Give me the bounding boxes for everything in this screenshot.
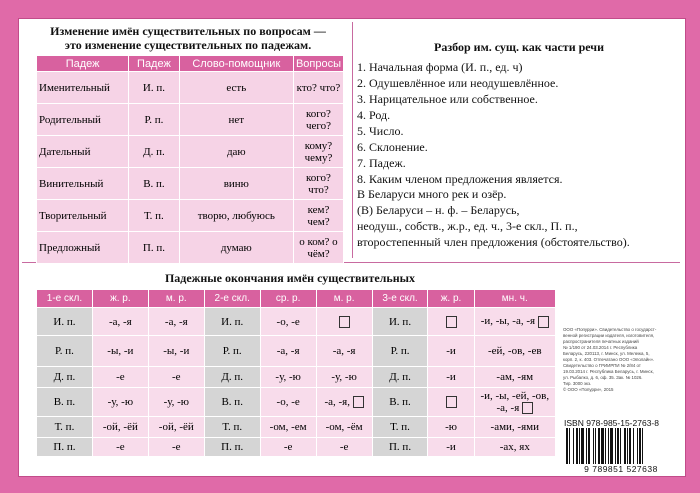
table-cell [148,388,204,417]
table-cell [316,388,372,417]
table-cell: Дательный [37,136,129,168]
publisher-line: 19.03.2014 г. Республика Беларусь, г. Минск, [563,369,654,374]
cases-title: Изменение имён существительных по вопросам — это изменение существительных по падежам. [50,24,326,52]
table-cell [428,367,474,388]
barcode-bar [601,428,604,464]
table-cell [428,336,474,367]
header-cell: 2-е скл. [204,290,260,308]
table-cell [148,308,204,336]
table-cell [260,367,316,388]
cell-text: -и [446,371,456,383]
cell-text: -ами, -ями [490,421,539,433]
barcode-bar [624,428,626,464]
table-cell [474,388,555,417]
cell-text: -е [172,371,181,383]
table-cell: нет [179,104,293,136]
cell-text: -е [116,441,125,453]
cell-text: Т. п. [222,421,243,433]
header-cell: м. р. [148,290,204,308]
cases-table [36,55,344,264]
publisher-line: Тир. 3000 экз. [563,381,592,386]
table-cell [372,336,428,367]
table-row [37,136,344,168]
publisher-line: венной регистрации издателя, изготовителя, [563,333,655,338]
table-cell [37,336,93,367]
table-cell [92,417,148,438]
barcode-icon [564,428,678,464]
parse-title: Разбор им. сущ. как части речи [434,40,604,54]
cell-text: -ом, -ем [269,421,307,433]
table-cell [260,388,316,417]
publisher-line: корп. 2, к. 403. Отпечатано ООО «Эполайн». [563,357,655,362]
publisher-line: © ООО «Попурри», 2015 [563,387,614,392]
cell-text: -о, -е [276,315,300,328]
cell-text: Т. п. [390,421,410,433]
cell-text: -а, -я, [324,395,350,408]
cell-text: -ах, ях [499,441,530,453]
cell-text: -е [283,441,293,453]
table-cell: В. п. [129,168,179,200]
table-cell [37,367,93,388]
vertical-divider [352,22,353,258]
table-cell [316,336,372,367]
cell-text: -ом, -ём [325,421,363,433]
cell-text: -ой, -ёй [102,421,138,433]
isbn: ISBN 978-985-15-2763-8 [564,418,659,428]
list-item: 5. Число. [357,124,404,138]
example-line: (В) Беларуси – н. ф. – Беларусь, [357,203,520,217]
barcode-bar [627,428,628,464]
header-cell: ср. р. [260,290,316,308]
table-cell [148,367,204,388]
table-cell [474,336,555,367]
parse-example [357,186,677,250]
barcode-number: 9 789851 527638 [584,464,658,474]
endings-title: Падежные окончания имён существительных [164,271,416,285]
header-cell: 3-е скл. [372,290,428,308]
table-row [37,438,556,457]
table-cell: Предложный [37,232,129,264]
cell-text: -ю [445,421,457,433]
cell-text: Д. п. [221,371,244,383]
table-cell: кого? что? [293,168,343,200]
cell-text: И. п. [388,315,412,328]
table-cell [148,336,204,367]
empty-ending-icon [353,396,364,408]
table-cell: кому? чему? [293,136,343,168]
table-cell [428,417,474,438]
barcode-bar [569,428,570,464]
barcode-bar [608,428,609,464]
cell-text: В. п. [221,396,243,408]
cell-text: -у, -ю [107,396,134,408]
table-cell: кто? что? [293,72,343,104]
header-cell: мн. ч. [474,290,555,308]
example-line: второстепенный член предложения (обстоятельство). [357,235,630,249]
table-cell [92,388,148,417]
table-cell [148,438,204,457]
barcode-bar [581,428,584,464]
cell-text: Р. п. [55,345,74,357]
table-cell [428,308,474,336]
publisher-line: ул. Рыбалко, д. 6, оф. 35. Зак. № 1026. [563,375,643,380]
list-item: 8. Каким членом предложения является. [357,172,563,186]
cell-text: Д. п. [53,371,76,383]
list-item: 6. Склонение. [357,140,428,154]
cell-text: Р. п. [222,345,242,357]
cell-text: -и, -ы, -а, -я [480,315,536,328]
cell-text: П. п. [221,441,244,453]
table-cell [37,388,93,417]
table-cell: кого? чего? [293,104,343,136]
table-cell [260,308,316,336]
table-cell [260,417,316,438]
cell-text: -а, -я [164,315,188,328]
table-cell [316,308,372,336]
empty-ending-icon [538,316,549,328]
publisher-line: Беларусь, 220113, г. Минск, ул. Мележа, 5, [563,351,650,356]
list-item: 4. Род. [357,108,391,122]
table-cell [372,438,428,457]
table-cell: П. п. [129,232,179,264]
table-cell [204,417,260,438]
empty-ending-icon [446,316,457,328]
cell-text: Т. п. [54,421,75,433]
cell-text: -у, -ю [163,396,190,408]
example-sentence: В Беларуси много рек и озёр. [357,187,507,201]
table-cell [372,308,428,336]
barcode-bar [573,428,574,464]
table-cell: Винительный [37,168,129,200]
publisher-line: № 1/190 от 24.03.2014 г. Республика [563,345,638,350]
header-cell: Падеж [37,56,129,72]
barcode-bar [639,428,641,464]
table-cell [148,417,204,438]
table-cell [428,438,474,457]
table-cell [474,438,555,457]
table-cell: думаю [179,232,293,264]
barcode-bar [637,428,638,464]
table-cell [37,308,93,336]
barcode-bar [566,428,568,464]
table-cell [428,388,474,417]
table-cell: есть [179,72,293,104]
cell-text: -е [172,441,181,453]
table-cell [92,308,148,336]
table-row [37,388,556,417]
table-cell [37,438,93,457]
table-cell: Родительный [37,104,129,136]
table-cell [316,367,372,388]
table-cell: творю, любуюсь [179,200,293,232]
table-row [37,168,344,200]
publisher-line: Свидетельство о ГРИИРПИ № 2/84 от [563,363,641,368]
table-cell [92,367,148,388]
cell-text: П. п. [53,441,76,453]
table-cell: Творительный [37,200,129,232]
cell-text: Д. п. [389,371,411,383]
cell-text: -и [446,441,456,453]
table-cell [92,336,148,367]
table-cell [316,438,372,457]
cell-text: -и [446,345,456,357]
barcode-bar [593,428,594,464]
table-cell: Именительный [37,72,129,104]
parse-steps-list [357,59,562,187]
barcode-bar [633,428,634,464]
barcode-bar [617,428,619,464]
table-cell [204,308,260,336]
table-cell [204,367,260,388]
cell-text: -ой, -ёй [158,421,194,433]
cell-text: -а, -я [276,345,300,357]
cell-text: -а, -я [332,345,356,357]
barcode-bar [615,428,616,464]
header-cell: Слово-помощник [179,56,293,72]
barcode-bar [598,428,600,464]
list-item: 1. Начальная форма (И. п., ед. ч) [357,60,523,74]
cell-text: В. п. [389,396,411,408]
cell-text: -ы, -и [163,345,190,357]
table-cell: о ком? о чём? [293,232,343,264]
table-cell [372,367,428,388]
table-cell: виню [179,168,293,200]
publisher-line: ООО «Попурри». Свидетельство о государст- [563,327,657,332]
publisher-line: распространителя печатных изданий [563,339,639,344]
table-cell: даю [179,136,293,168]
table-cell: И. п. [129,72,179,104]
table-row [37,200,344,232]
barcode-bar [579,428,580,464]
barcode-bar [620,428,621,464]
table-cell [204,388,260,417]
example-line: неодуш., собств., ж.р., ед. ч., 3-е скл., П. п., [357,219,578,233]
barcode-bar [629,428,631,464]
table-cell [372,417,428,438]
barcode-bar [642,428,643,464]
cell-text: -ей, -ов, -ев [488,345,542,357]
cell-text: -у, -ю [275,371,301,383]
endings-table [36,289,556,457]
cell-text: -а, -я [108,315,132,328]
header-cell: ж. р. [428,290,474,308]
cell-text: -и, -ы, -ей, -ов, -а, -я [480,389,550,414]
table-cell: кем? чем? [293,200,343,232]
table-cell [372,388,428,417]
barcode-bar [595,428,596,464]
cell-text: В. п. [53,396,76,408]
header-cell: м. р. [316,290,372,308]
table-cell [92,438,148,457]
empty-ending-icon [339,316,350,328]
cell-text: -у, -ю [331,371,357,383]
cell-text: П. п. [388,441,412,453]
header-cell: Падеж [129,56,179,72]
table-cell [474,367,555,388]
table-cell [474,308,555,336]
barcode-bar [588,428,590,464]
list-item: 7. Падеж. [357,156,406,170]
table-row [37,336,556,367]
header-cell: ж. р. [92,290,148,308]
table-row [37,72,344,104]
table-cell [204,336,260,367]
list-item: 3. Нарицательное или собственное. [357,92,538,106]
empty-ending-icon [446,396,457,408]
table-row [37,308,556,336]
cell-text: -ам, -ям [496,371,534,383]
barcode-bar [605,428,606,464]
barcode-bar [586,428,587,464]
header-cell: Вопросы [293,56,343,72]
list-item: 2. Одушевлённое или неодушевлённое. [357,76,559,90]
table-row [37,367,556,388]
table-cell [204,438,260,457]
barcode-bar [576,428,578,464]
cell-text: -ы, -и [107,345,134,357]
table-row [37,417,556,438]
cell-text: -о, -е [276,396,300,408]
table-cell [260,336,316,367]
cell-text: -е [116,371,125,383]
table-cell [37,417,93,438]
table-cell [474,417,555,438]
cell-text: И. п. [53,315,76,328]
empty-ending-icon [522,402,533,414]
table-cell: Д. п. [129,136,179,168]
table-row [37,104,344,136]
cell-text: Р. п. [390,345,410,357]
cell-text: -е [339,441,349,453]
header-cell: 1-е скл. [37,290,93,308]
publisher-info [563,327,679,393]
table-row [37,232,344,264]
table-cell [260,438,316,457]
table-cell [316,417,372,438]
cell-text: И. п. [221,315,244,328]
barcode-bar [610,428,613,464]
table-cell: Т. п. [129,200,179,232]
table-cell: Р. п. [129,104,179,136]
